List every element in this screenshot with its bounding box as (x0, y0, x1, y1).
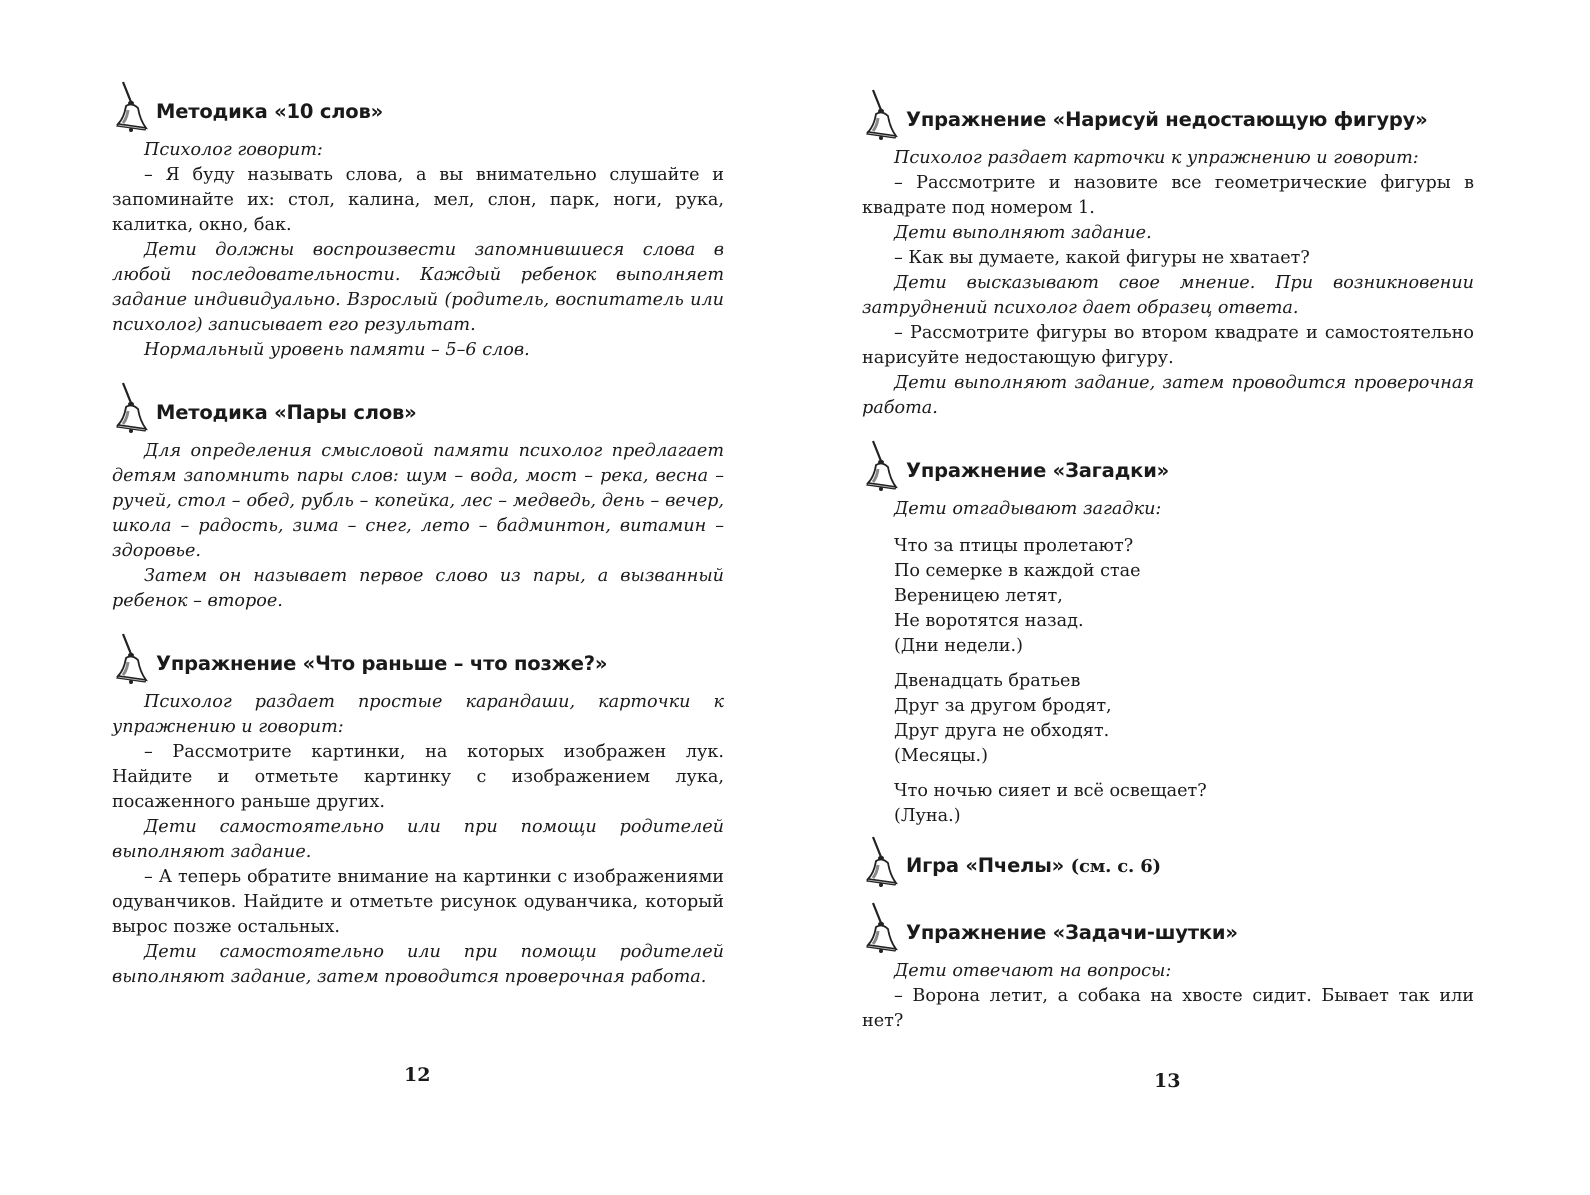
riddle-line: Двенадцать братьев (894, 671, 1081, 691)
riddle (894, 669, 1474, 769)
paragraph: – Рассмотрите и назовите все геометрические фигуры в квадрате под номером 1. (862, 173, 1474, 218)
bell-icon (862, 88, 904, 140)
section-title-text: Методика «10 слов» (156, 100, 384, 123)
italic-paragraph: Дети отгадывают загадки: (894, 499, 1162, 519)
italic-paragraph: Для определения смысловой памяти психолог предлагает детям запомнить пары слов: шум – вода, мост – река, весна – ручей, стол – обед, рубль – копейка, лес – медведь, день – вечер, школа – радость, зима – снег, лето – бадминтон, витамин – здоровье. (112, 441, 724, 561)
section-title-text: Методика «Пары слов» (156, 401, 417, 424)
section (862, 901, 1474, 1034)
italic-paragraph: Дети отвечают на вопросы: (894, 961, 1172, 981)
section-title-text: Упражнение «Задачи-шутки» (906, 921, 1238, 944)
section-title (156, 100, 383, 132)
paragraph: – Как вы думаете, какой фигуры не хватает? (894, 248, 1310, 268)
bell-icon (862, 835, 904, 887)
italic-paragraph: Дети самостоятельно или при помощи родителей выполняют задание. (112, 817, 724, 862)
italic-paragraph: Дети выполняют задание, затем проводится проверочная работа. (862, 373, 1474, 418)
bell-icon (862, 901, 904, 953)
italic-paragraph: Затем он называет первое слово из пары, а вызванный ребенок – второе. (112, 566, 724, 611)
riddle (894, 534, 1474, 659)
left-page (112, 80, 724, 1008)
section-heading (112, 632, 724, 684)
riddle-line: Что ночью сияет и всё освещает? (894, 781, 1207, 801)
riddle-line: (Дни недели.) (894, 636, 1023, 656)
section (862, 439, 1474, 829)
section-title-text: Упражнение «Загадки» (906, 459, 1170, 482)
bell-icon (112, 381, 154, 433)
section (112, 381, 724, 614)
right-page (862, 88, 1474, 1052)
riddle-line: (Луна.) (894, 806, 961, 826)
paragraph: – Ворона летит, а собака на хвосте сидит. Бывает так или нет? (862, 986, 1474, 1031)
bell-icon (112, 80, 154, 132)
section-heading (862, 439, 1474, 491)
italic-paragraph: Дети должны воспроизвести запомнившиеся слова в любой последовательности. Каждый ребенок выполняет задание индивидуально. Взрослый (родитель, воспитатель или психолог) записывает его результат. (112, 240, 724, 335)
section (112, 632, 724, 990)
section-heading (862, 835, 1474, 887)
section (862, 835, 1474, 887)
section (112, 80, 724, 363)
section-heading (112, 80, 724, 132)
italic-paragraph: Дети высказывают свое мнение. При возникновении затруднений психолог дает образец ответа. (862, 273, 1474, 318)
page-number-right: 13 (1154, 1070, 1181, 1092)
riddle-line: (Месяцы.) (894, 746, 989, 766)
section-title (156, 401, 417, 433)
paragraph: – А теперь обратите внимание на картинки с изображениями одуванчиков. Найдите и отметьте рисунок одуванчика, который вырос позже остальных. (112, 867, 724, 937)
section-title-text: Игра «Пчелы» (906, 854, 1065, 877)
section-title-text: Упражнение «Что раньше – что позже?» (156, 652, 608, 675)
riddle-line: Что за птицы пролетают? (894, 536, 1134, 556)
section-note: (см. с. 6) (1070, 856, 1161, 877)
bell-icon (112, 632, 154, 684)
section-heading (862, 88, 1474, 140)
italic-paragraph: Нормальный уровень памяти – 5–6 слов. (144, 340, 530, 360)
paragraph: – Я буду называть слова, а вы внимательно слушайте и запоминайте их: стол, калина, мел, слон, парк, ноги, рука, калитка, окно, бак. (112, 165, 724, 235)
riddle-line: Вереницею летят, (894, 586, 1063, 606)
section-title (906, 921, 1238, 953)
italic-paragraph: Психолог раздает карточки к упражнению и говорит: (894, 148, 1419, 168)
riddle-line: По семерке в каждой стае (894, 561, 1141, 581)
section-heading (862, 901, 1474, 953)
italic-paragraph: Дети выполняют задание. (894, 223, 1152, 243)
riddle-line: Друг за другом бродят, (894, 696, 1112, 716)
section-title (906, 459, 1169, 491)
paragraph: – Рассмотрите фигуры во втором квадрате и самостоятельно нарисуйте недостающую фигуру. (862, 323, 1474, 368)
section-title (156, 652, 607, 684)
page-number-left: 12 (404, 1064, 431, 1086)
riddle-line: Друг друга не обходят. (894, 721, 1110, 741)
section-title-text: Упражнение «Нарисуй недостающую фигуру» (906, 108, 1428, 131)
section-heading (112, 381, 724, 433)
section-title (906, 854, 1161, 887)
bell-icon (862, 439, 904, 491)
italic-paragraph: Дети самостоятельно или при помощи родителей выполняют задание, затем проводится проверочная работа. (112, 942, 724, 987)
riddle (894, 779, 1474, 829)
section-title (906, 108, 1428, 140)
italic-paragraph: Психолог раздает простые карандаши, карточки к упражнению и говорит: (112, 692, 724, 737)
italic-paragraph: Психолог говорит: (144, 140, 323, 160)
riddles (894, 534, 1474, 829)
riddle-line: Не воротятся назад. (894, 611, 1084, 631)
paragraph: – Рассмотрите картинки, на которых изображен лук. Найдите и отметьте картинку с изображением лука, посаженного раньше других. (112, 742, 724, 812)
section (862, 88, 1474, 421)
